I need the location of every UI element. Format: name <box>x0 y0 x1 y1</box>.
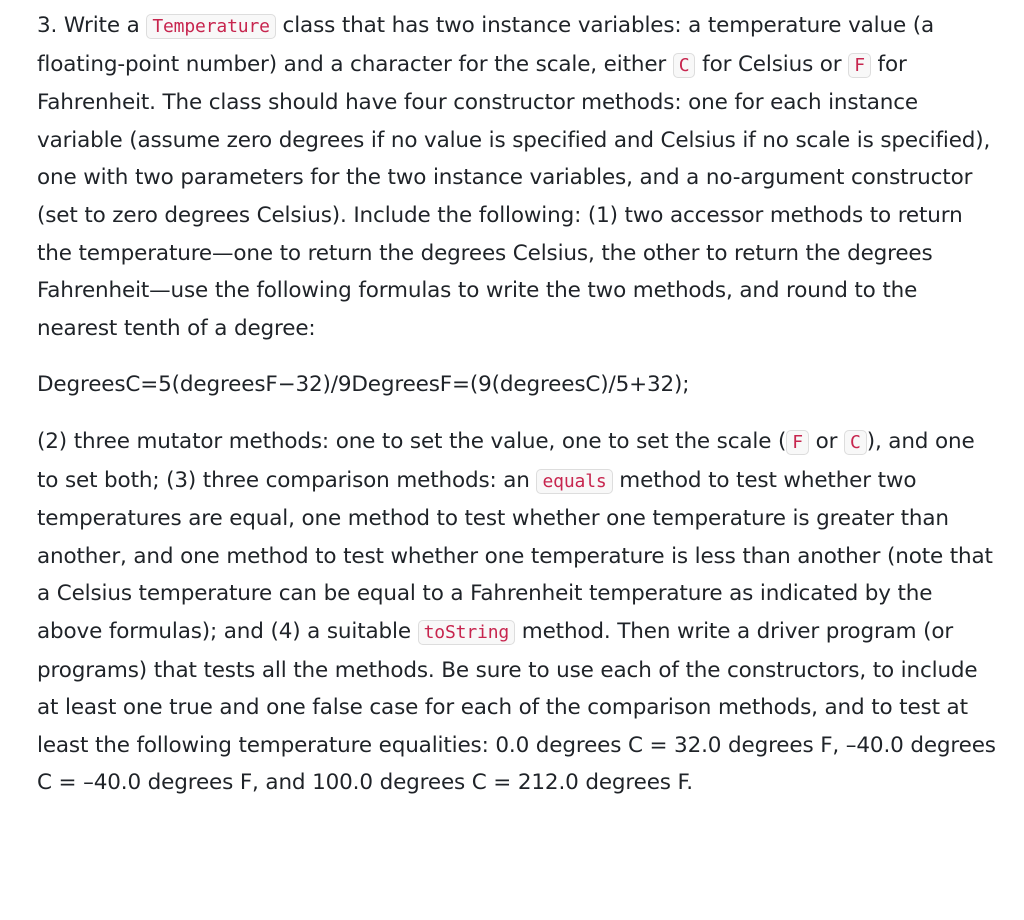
paragraph-text: method to test whether two temperatures are equal, one method to test whether one temperature is greater than another, and one method to test whether one temperature is less than another (note that a Celsius temperature can be equal to a Fahrenheit temperature as indicated by the above formulas); and (4) a suitable <box>37 467 993 644</box>
paragraph-text: class that has two instance variables: a temperature value (a floating-point number) and a character for the scale, either <box>37 13 934 77</box>
paragraph-text: or <box>808 428 845 454</box>
problem-document <box>37 7 997 802</box>
problem-intro-paragraph <box>37 7 997 347</box>
inline-code-tostring: toString <box>418 620 516 645</box>
paragraph-gap <box>37 404 997 423</box>
problem-requirements-paragraph <box>37 423 997 802</box>
inline-code-c: C <box>844 430 867 455</box>
inline-code-equals: equals <box>536 469 612 494</box>
paragraph-text: (2) three mutator methods: one to set the value, one to set the scale ( <box>37 428 787 454</box>
paragraph-text: method. Then write a driver program (or programs) that tests all the methods. Be sure to use each of the constructors, to include at least one true and one false case for each of the comparison methods, and to test at least the following temperature equalities: 0.0 degrees C = 32.0 degrees F, –40.0 degrees C = –40.0 degrees F, and 100.0 degrees C = 212.0 degrees F. <box>37 618 996 796</box>
inline-code-c: C <box>673 53 696 78</box>
paragraph-text: ), and one to set both; (3) three comparison methods: an <box>37 428 975 493</box>
paragraph-gap <box>37 347 997 366</box>
paragraph-text: 3. Write a <box>37 13 147 38</box>
inline-code-f: F <box>848 53 871 78</box>
paragraph-text: for Celsius or <box>695 51 849 77</box>
inline-code-temperature: Temperature <box>146 14 276 39</box>
paragraph-text: for Fahrenheit. The class should have four constructor methods: one for each instance variable (assume zero degrees if no value is specified and Celsius if no scale is specified), one with two parameters for the two instance variables, and a no-argument constructor (set to zero degrees Celsius). Include the following: (1) two accessor methods to return the temperature—one to return the degrees Celsius, the other to return the degrees Fahrenheit—use the following formulas to write the two methods, and round to the nearest tenth of a degree: <box>37 51 991 341</box>
inline-code-f: F <box>786 430 809 455</box>
formula-line: DegreesC=5(degreesF−32)/9DegreesF=(9(degreesC)/5+32); <box>37 372 690 398</box>
